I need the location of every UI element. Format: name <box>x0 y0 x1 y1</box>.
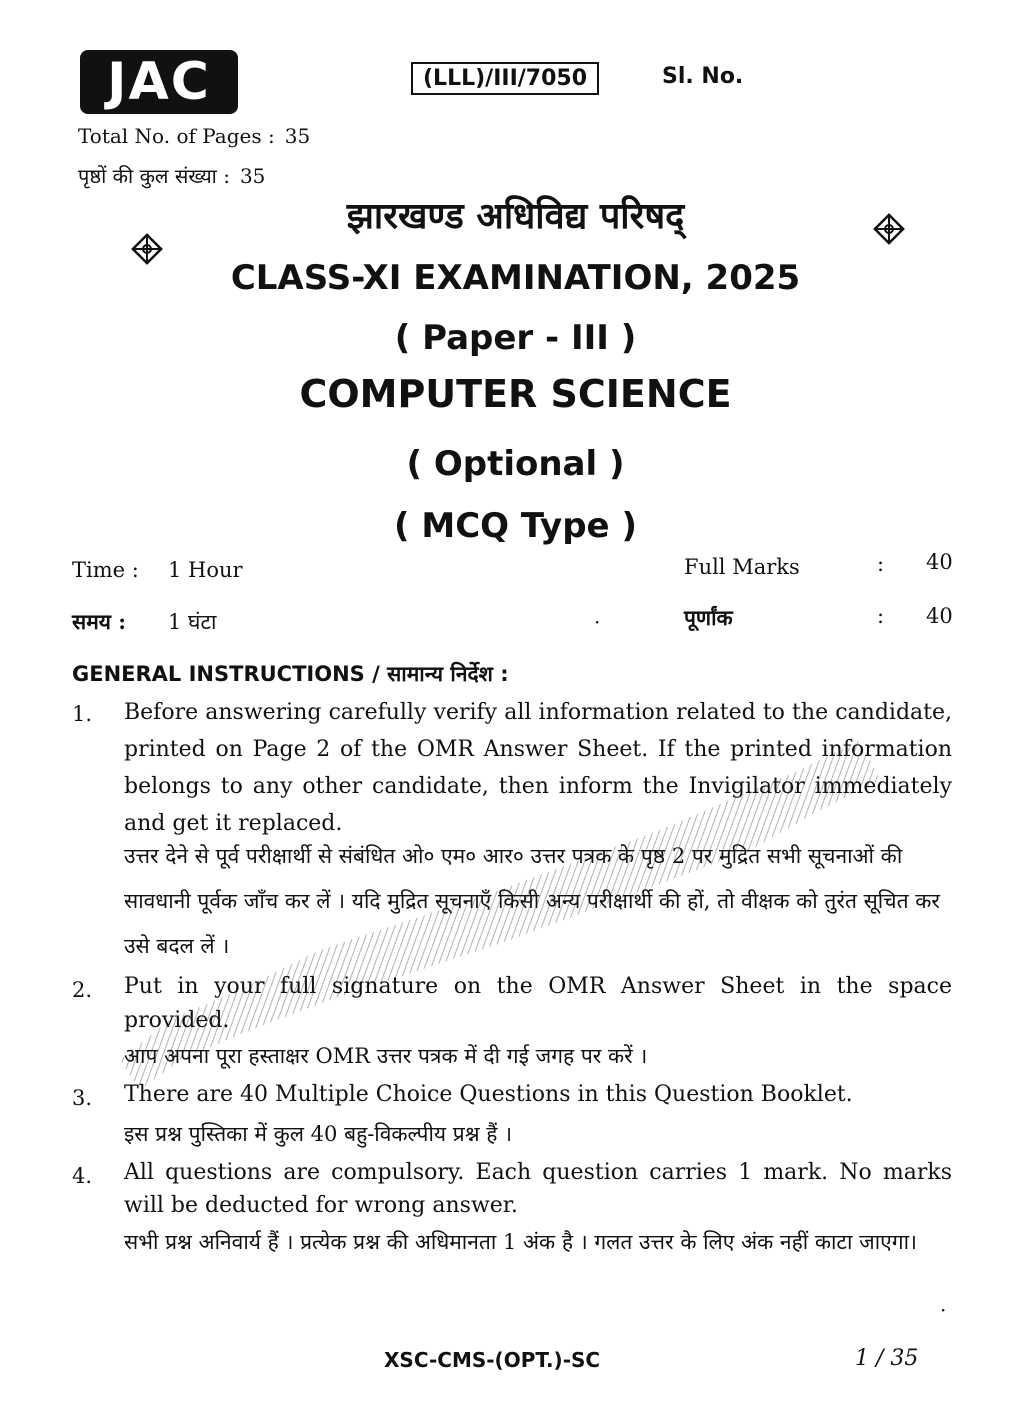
instruction-text-en: Put in your full signature on the OMR Answer Sheet in the space provided. <box>124 974 952 1033</box>
instruction-text-en: There are 40 Multiple Choice Questions in this Question Booklet. <box>124 1082 853 1107</box>
stray-dot: · <box>594 610 601 634</box>
instruction-number: 1. <box>72 702 93 726</box>
instruction-text-hi: इस प्रश्न पुस्तिका में कुल 40 बहु-विकल्पीय प्रश्न हैं । <box>124 1122 513 1146</box>
footer-page-number: 1 / 35 <box>855 1346 919 1371</box>
exam-title: CLASS-XI EXAMINATION, 2025 <box>230 258 801 298</box>
full-marks-colon-en: : <box>877 552 885 576</box>
instruction-number: 4. <box>72 1164 93 1188</box>
instruction-text-hi: आप अपना पूरा हस्ताक्षर OMR उत्तर पत्रक में दी गई जगह पर करें । <box>124 1044 648 1068</box>
total-pages-en <box>78 124 310 148</box>
instruction-item-2 <box>72 970 952 1078</box>
full-marks-colon-hi: : <box>877 604 885 628</box>
instruction-item-4 <box>72 1156 952 1306</box>
instruction-number: 2. <box>72 978 93 1002</box>
paper-code: (LLL)/III/7050 <box>411 62 599 95</box>
total-pages-value-en: 35 <box>284 124 311 148</box>
total-pages-value-hi: 35 <box>239 164 266 188</box>
total-pages-label-hi: पृष्ठों की कुल संख्या : <box>78 164 230 188</box>
general-instructions-heading: GENERAL INSTRUCTIONS / सामान्य निर्देश : <box>72 662 509 686</box>
full-marks-label-en: Full Marks <box>684 555 800 579</box>
full-marks-label-hi: पूर्णांक <box>684 605 733 630</box>
serial-number-label: Sl. No. <box>662 64 744 89</box>
instruction-text-en: All questions are compulsory. Each question carries 1 mark. No marks will be deducted for wrong answer. <box>124 1160 952 1218</box>
time-value-hi: 1 घंटा <box>168 610 217 634</box>
total-pages-hi <box>78 162 265 189</box>
instruction-text-hi: सभी प्रश्न अनिवार्य हैं । प्रत्येक प्रश्न की अधिमानता 1 अंक है । गलत उत्तर के लिए अंक नहीं काटा जाएगा। <box>124 1230 917 1254</box>
council-title-hindi: झारखण्ड अधिविद्य परिषद् <box>346 196 685 237</box>
time-value-en: 1 Hour <box>168 558 243 582</box>
time-label-hi: समय : <box>72 609 126 634</box>
total-pages-label-en: Total No. of Pages : <box>78 124 275 148</box>
instruction-text-en: Before answering carefully verify all information related to the candidate, printed on Page 2 of the OMR Answer Sheet. If the printed information belongs to any other candidate, then inform the Invigilator immediately and get it replaced. <box>124 700 952 836</box>
instruction-number: 3. <box>72 1086 93 1110</box>
full-marks-value-hi: 40 <box>926 604 953 628</box>
footer-booklet-code: XSC-CMS-(OPT.)-SC <box>384 1348 601 1372</box>
time-label-en: Time : <box>72 558 139 582</box>
instruction-text-hi: उत्तर देने से पूर्व परीक्षार्थी से संबंधित ओ० एम० आर० उत्तर पत्रक के पृष्ठ 2 पर मुद्रित सभी सूचनाओं की सावधानी पूर्वक जाँच कर लें । यदि मुद्रित सूचनाएँ किसी अन्य परीक्षार्थी की हों, तो वीक्षक को तुरंत सूचित कर उसे बदल लें । <box>124 844 940 958</box>
mcq-type-label: ( MCQ Type ) <box>394 506 637 546</box>
instruction-item-1 <box>72 694 952 964</box>
paper-number: ( Paper - III ) <box>394 318 637 358</box>
full-marks-value-en: 40 <box>926 550 953 574</box>
jac-logo: JAC <box>80 50 238 114</box>
optional-label: ( Optional ) <box>406 444 625 484</box>
instruction-item-3 <box>72 1078 952 1154</box>
subject-title: COMPUTER SCIENCE <box>299 372 732 416</box>
stray-dot: · <box>940 1298 947 1322</box>
